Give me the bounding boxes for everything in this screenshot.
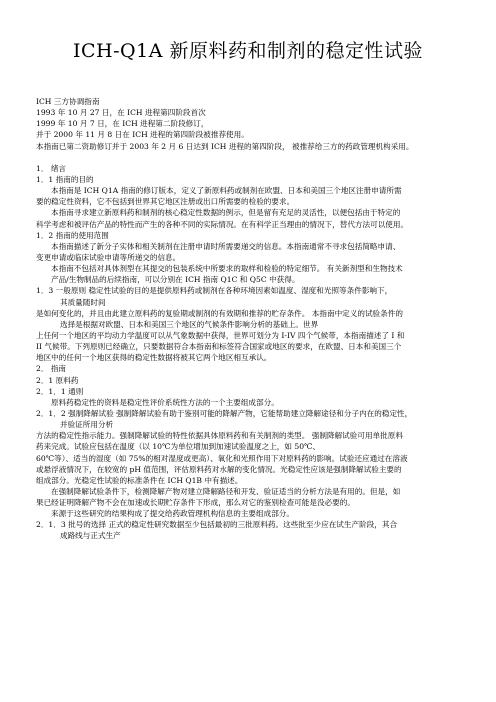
document-line: 1．1 指南的目的 [36, 174, 94, 184]
document-line: 本指南寻求建立新原料药和制剂的核心稳定性数据的例示，但是留有充足的灵活性，以便包括由于特定的 [51, 208, 401, 218]
document-line: 产品/生物制品的后续指南，可以分别在 ICH 指南 Q1C 和 Q5C 中获得。 [51, 275, 300, 285]
document-line: 是如何变化的，并且由此建立原料药的复验期或制剂的有效期和推荐的贮存条件。 本指南中定义的试验条件的 [36, 308, 403, 318]
document-line: 要的稳定性资料，它不包括到世界其它地区注册或出口所需要的检验的要求。 [36, 197, 295, 207]
document-line: 变更申请或临床试验申请等所递交的信息。 [36, 252, 181, 262]
document-line: 2．1．2 强制降解试验 强制降解试验有助于鉴别可能的降解产物，它能帮助建立降解途径和分子内在的稳定性， [36, 408, 413, 418]
document-line: 本指南描述了新分子实体和相关制剂在注册申请时所需要递交的信息。本指南通常不寻求包括简略申请、 [51, 241, 401, 251]
document-title: ICH-Q1A 新原料药和制剂的稳定性试验 [73, 40, 423, 62]
document-line: 本指南不包括对具体剂型在其提交的包装系统中所要求的取样和检验的特定细节。 有关新剂型和生物技术 [51, 264, 403, 274]
document-line: 1．3 一般原则 稳定性试验的目的是提供原料药或制剂在各种环境因素如温度、湿度和光照等条件影响下， [36, 286, 393, 296]
document-line: 上任何一个地区的平均动力学温度可以从气象数据中获得，世界可划分为 I-IV 四个气候带，本指南描述了 I 和 [36, 330, 405, 340]
document-line: 2．1．3 批号的选择 正式的稳定性研究数据至少包括最初的三批原料药。这些批至少应在试生产阶段，其合 [36, 520, 398, 530]
document-line [36, 152, 468, 163]
document-line: 本指南是 ICH Q1A 指南的修订版本，定义了新原料药或制剂在欧盟、日本和美国三个地区注册申请所需 [51, 186, 402, 196]
document-line: 在强制降解试验条件下，检测降解产物对建立降解路径和开发、验证适当的分析方法是有用的。但是，如 [51, 486, 401, 496]
document-line: 成路线与正式生产 [60, 531, 121, 541]
document-line: 原料药稳定性的资料是稳定性评价系统性方法的一个主要组成部分。 [51, 397, 279, 407]
document-line: 并于 2000 年 11 月 8 日在 ICH 进程的第四阶段被推荐使用。 [36, 130, 249, 140]
document-line: 2． 指南 [36, 364, 67, 374]
document-body [36, 96, 468, 542]
document-line: 方法的稳定性指示能力。强制降解试验的特性依据具体原料药和有关制剂的类型。 强制降解试验可用单批原料 [36, 431, 403, 441]
document-line: 果已经证明降解产物不会在加速或长期贮存条件下形成，那么对它的鉴别检查可能是没必要的。 [36, 498, 355, 508]
document-line: 其质量随时间 [60, 297, 106, 307]
document-line: 科学考虑和被评估产品的特性而产生的各种不同的实际情况。在有科学正当理由的情况下，替代方法可以使用。 [36, 219, 409, 229]
document-line: 并验证所用分析 [60, 420, 114, 430]
document-line: 本指南已第二资助修订并于 2003 年 2 月 6 日达到 ICH 进程的第四阶段， 被推荐给三方的药政管理机构采用。 [36, 141, 414, 151]
document-line: 地区中的任何一个地区获得的稳定性数据将被其它两个地区相互承认。 [36, 353, 272, 363]
document-line: 60℃等）、适当的湿度（如 75%的相对湿度或更高）、氧化和光照作用下对原料药的影响。试验还应通过在溶液 [36, 453, 408, 463]
document-line: 选择是根据对欧盟、日本和美国三个地区的气候条件影响分析的基础上。世界 [60, 319, 319, 329]
document-line: 药来完成。试验应包括在温度（以 10℃为单位增加到加速试验温度之上，如 50℃、 [36, 442, 321, 452]
document-line: 2．1 原料药 [36, 375, 79, 385]
document-line: 组成部分。光稳定性试验的标准条件在 ICH Q1B 中有描述。 [36, 475, 243, 485]
document-line: 1．2 指南的使用范围 [36, 230, 109, 240]
document-line: 1993 年 10 月 27 日，在 ICH 进程第四阶段首次 [36, 108, 206, 118]
document-line: 1． 绪言 [36, 163, 67, 173]
document-line: ICH 三方协调指南 [36, 97, 100, 106]
document-line: 来源于这些研究的结果构成了提交给药政管理机构信息的主要组成部分。 [51, 509, 294, 519]
document-line: 1999 年 10 月 7 日，在 ICH 进程第二阶段修订， [36, 119, 209, 129]
document-line: 2．1．1 通则 [36, 386, 84, 396]
document-line: II 气候带。下列原则已经确立，只要数据符合本指南和标签符合国家或地区的要求，在欧盟、日本和美国三个 [36, 342, 402, 352]
document-line: 或悬浮液情况下，在较宽的 pH 值范围，评估原料药对水解的变化情况。光稳定性应该是强制降解试验主要的 [36, 464, 402, 474]
